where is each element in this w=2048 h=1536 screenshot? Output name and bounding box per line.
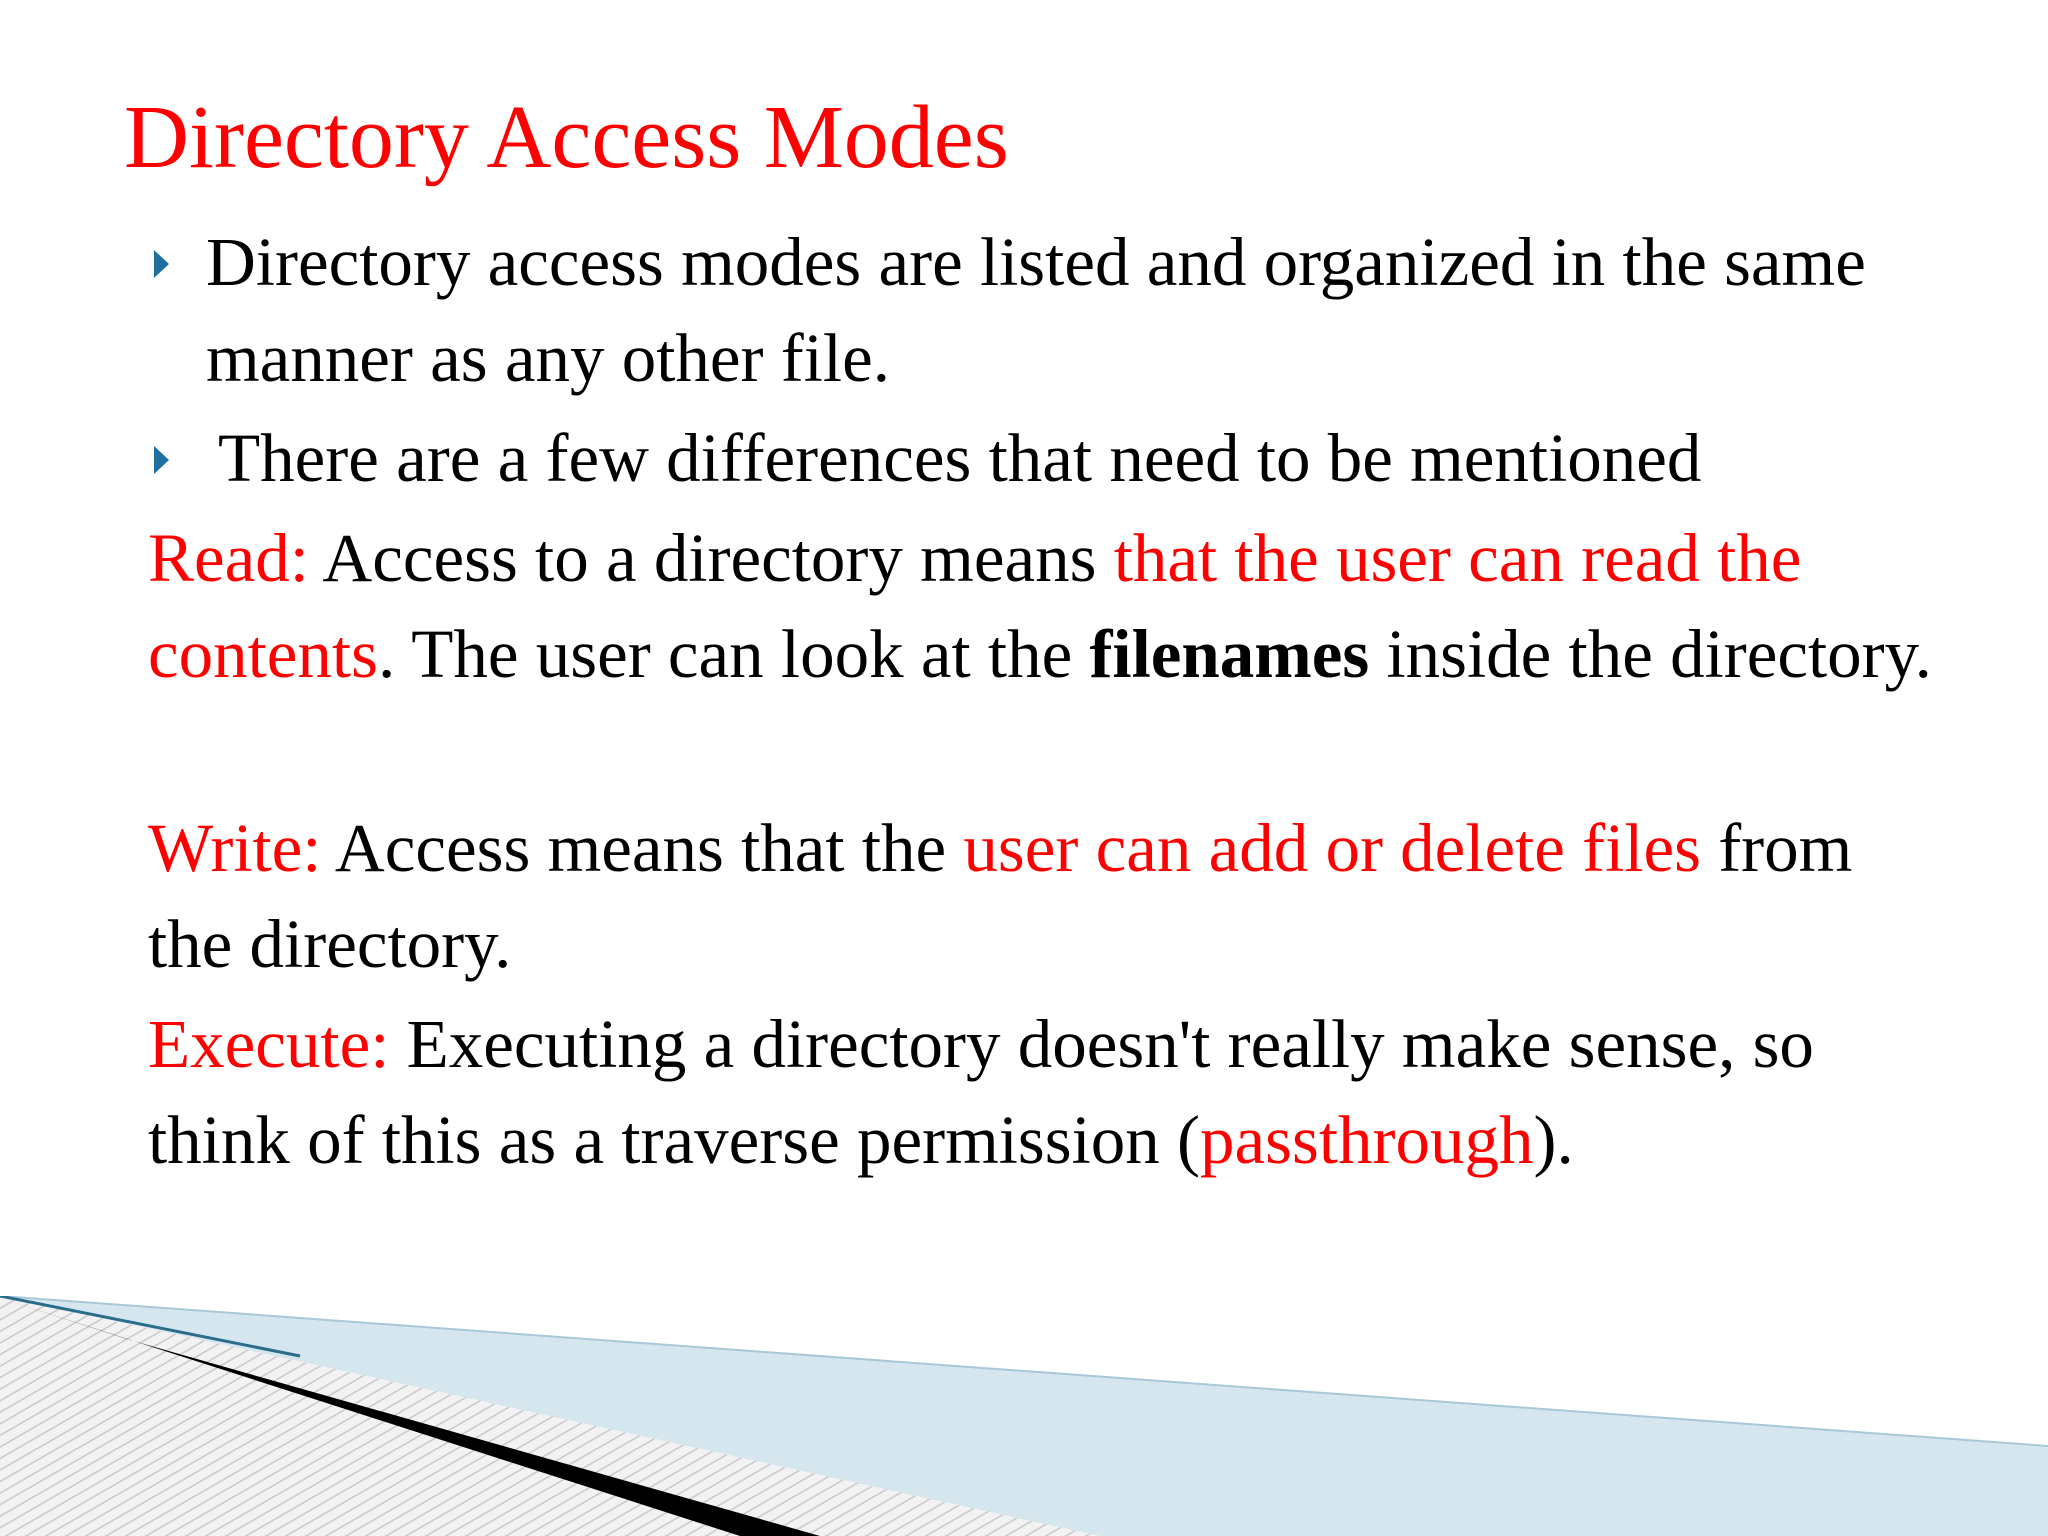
execute-highlight: passthrough [1200, 1102, 1534, 1178]
bullet-text: There are a few differences that need to be mentioned [218, 420, 1702, 496]
read-label: Read: [148, 520, 309, 596]
bullet-text: Directory access modes are listed and organized in the same manner as any other file. [206, 224, 1866, 396]
execute-text-2: ). [1533, 1102, 1574, 1178]
write-mode-paragraph [148, 800, 1948, 992]
execute-label: Execute: [148, 1006, 390, 1082]
read-highlight: that the user can read the contents [148, 520, 1802, 692]
write-text-1: Access means that the [321, 810, 964, 886]
read-text-3: inside the directory. [1369, 616, 1932, 692]
write-highlight: user can add or delete files [963, 810, 1701, 886]
bullet-item [148, 410, 1928, 506]
slide-title: Directory Access Modes [124, 88, 1009, 187]
write-label: Write: [148, 810, 322, 886]
execute-text-1: Executing a directory doesn't really make sense, so think of this as a traverse permission ( [148, 1006, 1814, 1178]
execute-mode-paragraph [148, 996, 1948, 1188]
bullet-item [148, 214, 1928, 406]
triangle-bullet-icon [154, 250, 169, 278]
read-text-1: Access to a directory means [308, 520, 1114, 596]
read-mode-paragraph [148, 510, 1948, 702]
read-bold-term: filenames [1089, 616, 1370, 692]
bullet-list [148, 214, 1928, 510]
footer-decoration [0, 1296, 2048, 1536]
read-text-2: . The user can look at the [377, 616, 1090, 692]
triangle-bullet-icon [154, 446, 169, 474]
write-text-2: from the directory. [148, 810, 1853, 982]
